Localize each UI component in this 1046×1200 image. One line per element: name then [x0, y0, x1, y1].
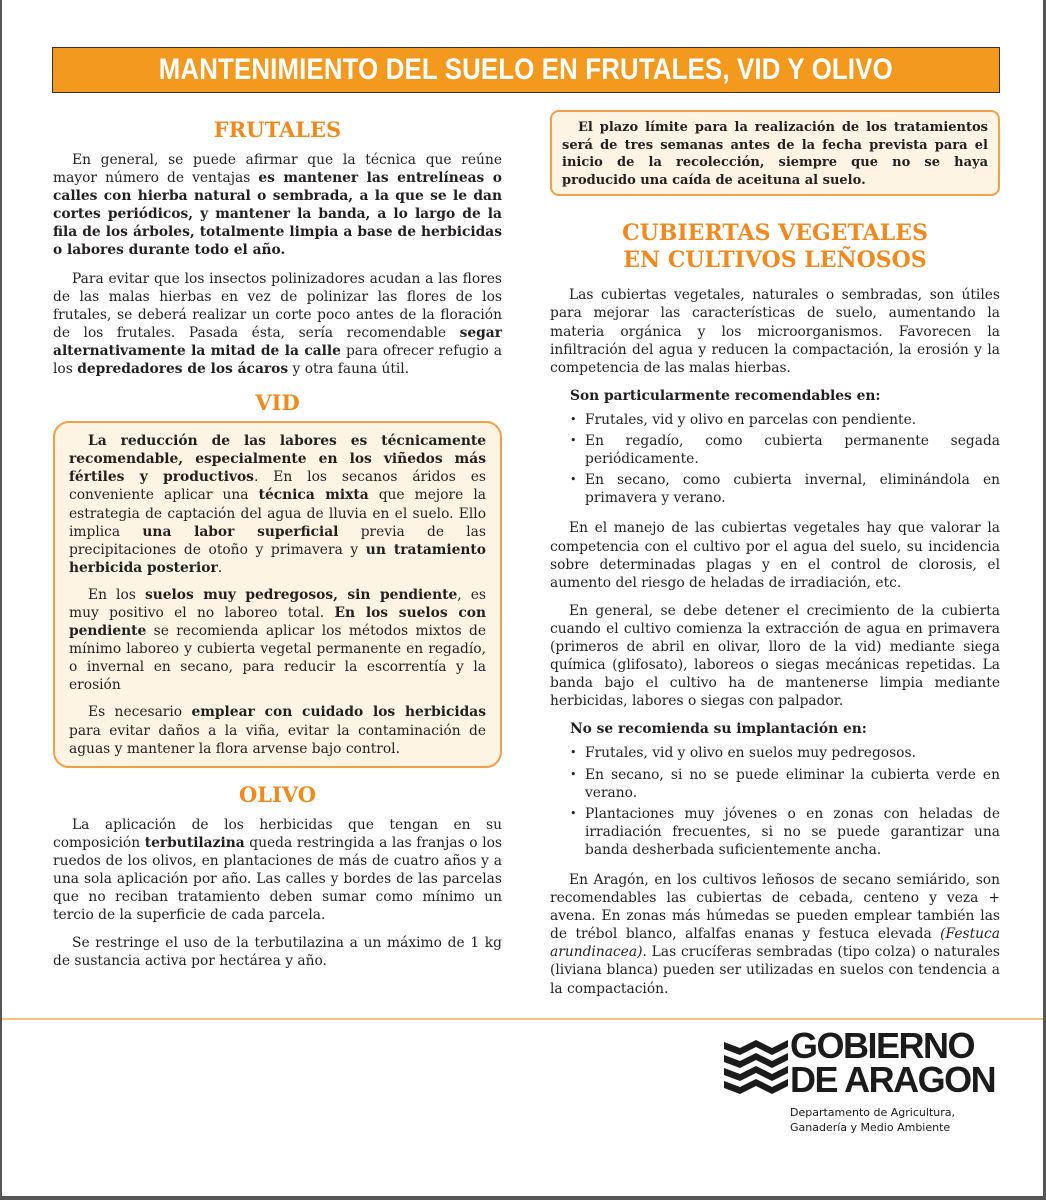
vid-paragraph-2	[69, 586, 486, 695]
text-run: En los	[88, 586, 145, 603]
cubiertas-paragraph-2: En el manejo de las cubiertas vegetales hay que valorar la competencia con el cultivo por el agua del suelo, su incidencia sobre determinadas plagas y en el control de clorosis, el aumento del riesgo de heladas de irradiación, etc.	[550, 520, 1000, 591]
text-run: .	[217, 559, 223, 576]
bold-text-run: suelos muy pedregosos, sin pendiente	[144, 586, 458, 603]
text-run: queda restringida a las franjas o los ruedos de los olivos, en plantaciones de más de cuatro años y a una sola aplicación por año. Las calles y bordes de las parcelas que no reciban tratamiento deben sumar como mínimo un tercio de la superficie de cada parcela.	[53, 834, 503, 924]
department-line-2: Ganadería y Medio Ambiente	[790, 1121, 951, 1134]
text-run: Se restringe el uso de la terbutilazina a un máximo de 1 kg de sustancia activa por hectárea y año.	[53, 935, 502, 970]
cubiertas-paragraph-3: En general, se debe detener el crecimiento de la cubierta cuando el cultivo comienza la extracción de agua en primavera (primeros de abril en olivar, lloro de la vid) mediante siega química (glifosato), laboreos o siegas mecánicas repetidas. La banda bajo el cultivo ha de mantenerse limpia mediante herbicidas, labores o siegas con palpador.	[550, 602, 1000, 710]
not-recommended-subheading: No se recomienda su implantación en:	[570, 721, 867, 738]
list-item: • En secano, si no se puede eliminar la cubierta verde en verano.	[550, 766, 1000, 802]
text-run: para evitar daños a la viña, evitar la contaminación de aguas y mantener la flora arvense bajo control.	[69, 722, 486, 757]
text-run: que mejore la estrategia de captación del agua de lluvia en el suelo. Ello implica	[69, 487, 486, 540]
department-name	[790, 1105, 955, 1135]
bold-text-run: segar alternativamente la mitad de la calle	[53, 324, 502, 359]
frutales-paragraph-1	[53, 151, 502, 260]
text-run: previa de las precipitaciones de otoño y primavera y	[69, 523, 486, 558]
heading-frutales: FRUTALES	[213, 117, 342, 142]
text-run: La aplicación de los herbicidas que tengan en su composición	[53, 816, 502, 851]
bold-text-run: La reducción de las labores es técnicamente recomendable, especialmente en los viñedos más fértiles y productivos	[69, 433, 486, 486]
vid-paragraph-3	[69, 703, 486, 757]
italic-text-run: (Festuca arundinacea)	[550, 926, 1000, 961]
bold-text-run: terbutilazina	[144, 834, 245, 851]
text-run: se recomienda aplicar los métodos mixtos de mínimo laboreo y cubierta vegetal permanente en regadío, o invernal en secano, para reducir la escorrentía y la erosión	[69, 623, 486, 694]
heading-cubiertas-line1: CUBIERTAS VEGETALES	[622, 220, 928, 247]
page-border-bottom	[0, 1196, 1046, 1200]
right-column	[550, 110, 1000, 1008]
text-run: . En los secanos áridos es conveniente aplicar una	[69, 469, 486, 504]
recommended-subheading: Son particularmente recomendables en:	[570, 387, 881, 404]
bold-text-run: depredadores de los ácaros	[77, 361, 289, 378]
logo-line-2: DE ARAGON	[790, 1059, 996, 1100]
olivo-deadline-note	[550, 110, 1000, 196]
text-run: En general, se puede afirmar que la técnica que reúne mayor número de ventajas	[53, 152, 502, 187]
text-run: para ofrecer refugio a los	[53, 342, 502, 378]
gobierno-aragon-logo	[724, 1025, 1014, 1140]
list-item: • Frutales, vid y olivo en parcelas con pendiente.	[550, 411, 1000, 429]
olivo-paragraph-1	[53, 816, 502, 925]
heading-vid: VID	[255, 390, 300, 416]
text-run: Para evitar que los insectos polinizadores acudan a las flores de las malas hierbas en vez de polinizar las flores de los frutales, se deberá realizar un corte poco antes de la floración de los frutales. Pasada ésta, sería recomendable	[53, 270, 502, 341]
aragon-stripes-logo-icon	[724, 1036, 788, 1098]
text-run: y otra fauna útil.	[288, 361, 410, 378]
heading-cubiertas-line2: EN CULTIVOS LEÑOSOS	[623, 247, 927, 274]
logo-wordmark	[790, 1025, 996, 1100]
cubiertas-paragraph-1: Las cubiertas vegetales, naturales o sembradas, son útiles para mejorar las características de suelo, aumentando la materia orgánica y los microorganismos. Favorecen la infiltración del agua y reducen la compactación, la erosión y la competencia de las malas hierbas.	[550, 287, 1000, 376]
cubiertas-paragraph-4	[550, 871, 1000, 998]
not-recommended-list	[550, 744, 1000, 859]
heading-cubiertas	[550, 220, 1000, 274]
bold-text-run: En los suelos con pendiente	[69, 604, 486, 640]
text-run: En Aragón, en los cultivos leñosos de secano semiárido, son recomendables las cubiertas de cebada, centeno y veza + avena. En zonas más húmedas se pueden emplear también las de trébol blanco, alfalfas enanas y festuca elevada	[550, 872, 1000, 943]
bold-text-run: una labor superficial	[142, 523, 339, 540]
title-banner	[52, 47, 1000, 93]
bold-text-run: un tratamiento herbicida posterior	[69, 541, 486, 576]
department-line-1: Departamento de Agricultura,	[790, 1106, 955, 1119]
frutales-paragraph-2	[53, 270, 502, 379]
olivo-paragraph-2	[53, 934, 502, 970]
heading-olivo: OLIVO	[238, 781, 317, 807]
vid-paragraph-1	[69, 432, 486, 577]
text-run: Es necesario	[88, 704, 192, 721]
bold-text-run: es mantener las entrelíneas o calles con hierba natural o sembrada, a la que se le dan cortes periódicos, y mantener la banda, a lo largo de la fila de los árboles, totalmente limpia a base de herbicidas o labores durante todo el año.	[53, 170, 502, 259]
vid-callout-box	[53, 421, 502, 768]
list-item: • En regadío, como cubierta permanente segada periódicamente.	[550, 432, 1000, 468]
list-item: • Frutales, vid y olivo en suelos muy pedregosos.	[550, 744, 1000, 762]
footer-divider	[2, 1018, 1043, 1020]
text-run: . Las crucíferas sembradas (tipo colza) o naturales (liviana blanca) pueden ser utilizadas en suelos con tendencia a la compactación.	[550, 944, 1000, 997]
olivo-note-text: El plazo límite para la realización de los tratamientos será de tres semanas antes de la fecha prevista para el inicio de la recolección, siempre que no se haya producido una caída de aceituna al suelo.	[562, 120, 988, 188]
page-border-left	[0, 0, 2, 1200]
list-item: • En secano, como cubierta invernal, eliminándola en primavera y verano.	[550, 471, 1000, 507]
recommended-list	[550, 411, 1000, 507]
logo-line-1: GOBIERNO	[790, 1025, 975, 1066]
left-column	[53, 112, 502, 980]
text-run: , es muy positivo el no laboreo total.	[69, 586, 486, 621]
page-title: MANTENIMIENTO DEL SUELO EN FRUTALES, VID Y OLIVO	[158, 53, 894, 86]
list-item: • Plantaciones muy jóvenes o en zonas con heladas de irradiación frecuentes, si no se puede garantizar una banda desherbada suficientemente ancha.	[550, 805, 1000, 859]
bold-text-run: técnica mixta	[258, 487, 369, 504]
bold-text-run: emplear con cuidado los herbicidas	[191, 704, 486, 721]
